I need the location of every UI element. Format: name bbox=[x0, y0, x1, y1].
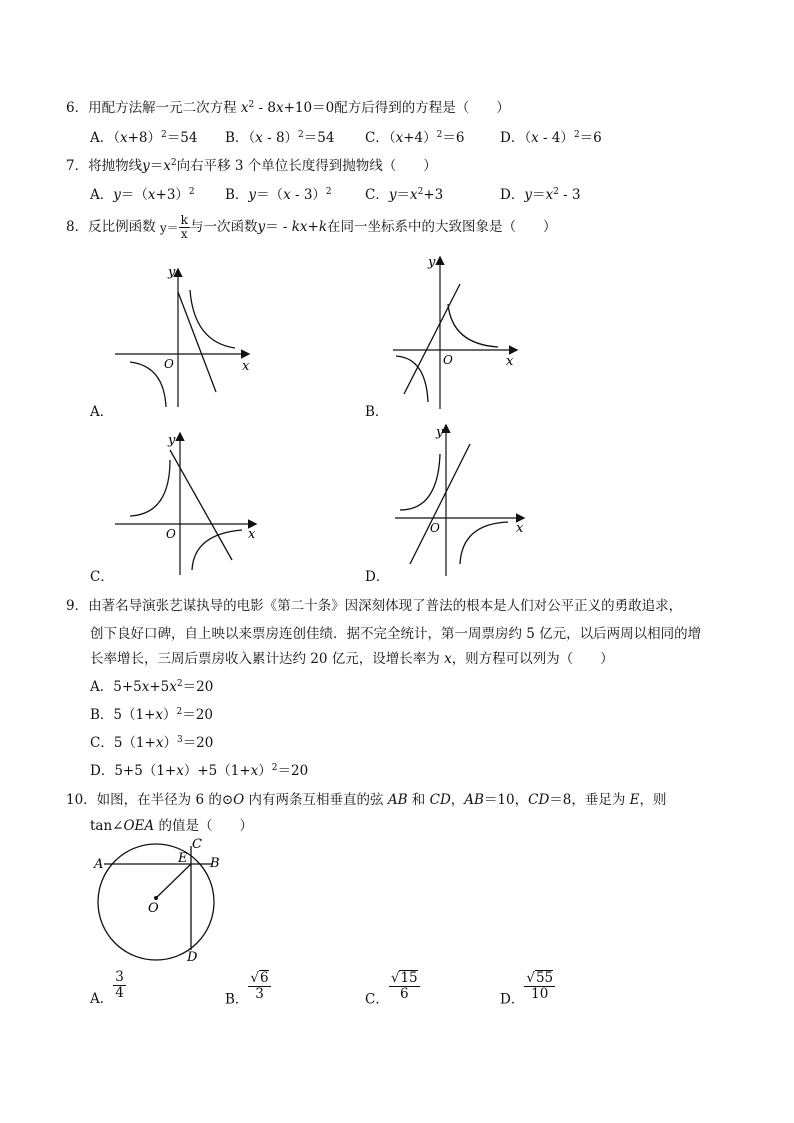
q9-option-a[interactable]: A．$5+5x+5x^2=20$ bbox=[90, 679, 214, 695]
q8-option-c[interactable]: C． bbox=[90, 569, 114, 585]
svg-text:O: O bbox=[430, 521, 440, 535]
svg-text:y: y bbox=[168, 265, 176, 280]
q10-option-d[interactable]: D． $\frac{√55}{10}$ bbox=[500, 970, 554, 1008]
svg-text:x: x bbox=[248, 527, 256, 542]
q6-stem: 6．用配方法解一元二次方程 $x^2 - 8x+10=0$配方后得到的方程是（ ） bbox=[66, 100, 510, 116]
svg-text:O: O bbox=[166, 527, 176, 541]
q9-line-1: 9．由著名导演张艺谋执导的电影《第二十条》因深刻体现了普法的根本是人们对公平正义的勇敢追求， bbox=[66, 598, 683, 614]
q8-graph-c bbox=[110, 430, 260, 580]
svg-text:O: O bbox=[148, 901, 159, 916]
q9-option-d[interactable]: D．$5+5(1+x)+5(1+x)^2=20$ bbox=[90, 763, 309, 779]
q7-option-d[interactable]: D．$y=x^2 - 3$ bbox=[500, 187, 581, 203]
q9-option-c[interactable]: C．$5(1+x)^3=20$ bbox=[90, 735, 214, 751]
q6-option-c[interactable]: C．$(x+4)^2=6$ bbox=[365, 130, 465, 146]
q8-option-d[interactable]: D． bbox=[365, 569, 390, 585]
q6-option-a[interactable]: A．$(x+8)^2=54$ bbox=[90, 130, 198, 146]
svg-text:x: x bbox=[242, 359, 250, 374]
svg-text:y: y bbox=[168, 433, 176, 448]
svg-text:y: y bbox=[436, 425, 444, 440]
q9-line-3: 长率增长，三周后票房收入累计达约 20 亿元，设增长率为 x，则方程可以列为（ ） bbox=[90, 651, 614, 667]
q9-line-2: 创下良好口碑，自上映以来票房连创佳绩．据不完全统计，第一周票房约 5 亿元，以后两周以相同的增 bbox=[90, 626, 702, 642]
q8-option-a[interactable]: A． bbox=[90, 404, 114, 420]
q10-line-2: tan∠OEA 的值是（ ） bbox=[90, 818, 253, 834]
svg-text:A: A bbox=[94, 857, 104, 872]
q6-option-d[interactable]: D．（x - 4）$^2$＝6 bbox=[500, 130, 602, 146]
q8-graph-a bbox=[110, 262, 260, 412]
q9-option-b[interactable]: B．$5(1+x)^2=20$ bbox=[90, 707, 213, 723]
svg-text:D: D bbox=[187, 950, 198, 965]
q10-option-a[interactable]: A． $\frac{3}{4}$ bbox=[90, 969, 124, 1007]
q8-fraction-y: y＝ bbox=[159, 221, 179, 236]
svg-text:x: x bbox=[506, 354, 514, 369]
svg-text:B: B bbox=[210, 856, 220, 871]
q7-option-c[interactable]: C．$y=x^2+3$ bbox=[365, 187, 444, 203]
q8-graph-b bbox=[388, 254, 538, 414]
svg-text:C: C bbox=[192, 837, 202, 852]
q10-option-c[interactable]: C． $\frac{√15}{6}$ bbox=[365, 970, 418, 1008]
q10-line-1: 10．如图，在半径为 6 的⊙O 内有两条互相垂直的弦 AB 和 CD，AB＝10，CD＝8，垂足为 E，则 bbox=[66, 792, 667, 808]
svg-text:y: y bbox=[428, 255, 436, 270]
q7-option-a[interactable]: A．$y=(x+3)^2$ bbox=[90, 187, 195, 203]
q10-segment-oe bbox=[156, 864, 191, 898]
svg-text:O: O bbox=[164, 357, 174, 371]
q7-option-b[interactable]: B．y＝（x - 3）$^2$ bbox=[225, 187, 332, 203]
svg-text:O: O bbox=[443, 353, 453, 367]
q6-option-b[interactable]: B．（x - 8）$^2$＝54 bbox=[225, 130, 335, 146]
svg-text:x: x bbox=[516, 521, 524, 536]
q10-option-b[interactable]: B． $\frac{√6}{3}$ bbox=[225, 970, 269, 1008]
q7-stem: 7．将抛物线$y=x^2$向右平移 3 个单位长度得到抛物线（ ） bbox=[66, 158, 437, 174]
q8-option-b[interactable]: B． bbox=[365, 404, 389, 420]
svg-text:E: E bbox=[178, 851, 188, 866]
q8-graph-d bbox=[390, 424, 540, 584]
q8-stem: 8．反比例函数 y＝ $\frac{k}{x}$ 与一次函数y＝ - kx+k在同一坐标系中的大致图象是（ ） bbox=[66, 213, 557, 242]
q10-circle-figure bbox=[92, 836, 232, 966]
